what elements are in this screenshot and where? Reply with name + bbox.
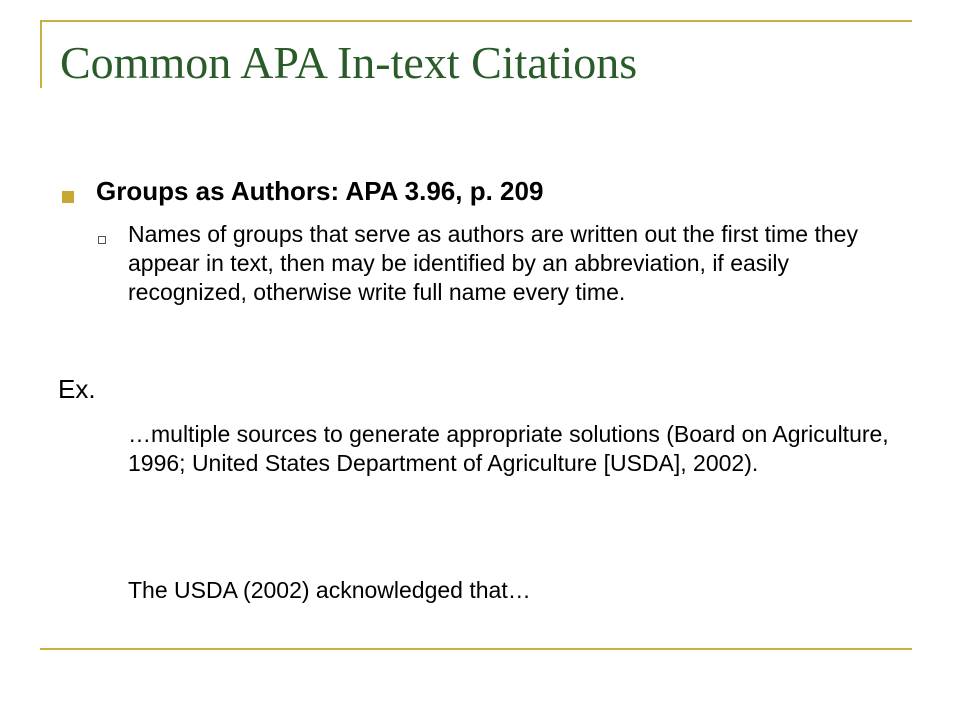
- hollow-square-bullet-icon: [98, 236, 106, 244]
- bottom-rule: [40, 648, 912, 650]
- square-bullet-icon: [62, 191, 74, 203]
- sub-bullet-text: Names of groups that serve as authors are written out the first time they appear in text, then may be identified by an abbreviation, if easily recognized, otherwise write full name every time.: [128, 221, 858, 305]
- top-rule: [40, 20, 912, 22]
- slide-title: Common APA In-text Citations: [60, 37, 638, 88]
- example-citation-2: The USDA (2002) acknowledged that…: [128, 577, 531, 603]
- example-label: Ex.: [58, 374, 96, 404]
- example-citation-1: …multiple sources to generate appropriate solutions (Board on Agriculture, 1996; United States Department of Agriculture [USDA], 2002).: [128, 421, 889, 476]
- bullet-heading: Groups as Authors: APA 3.96, p. 209: [96, 176, 544, 206]
- left-rule: [40, 20, 42, 88]
